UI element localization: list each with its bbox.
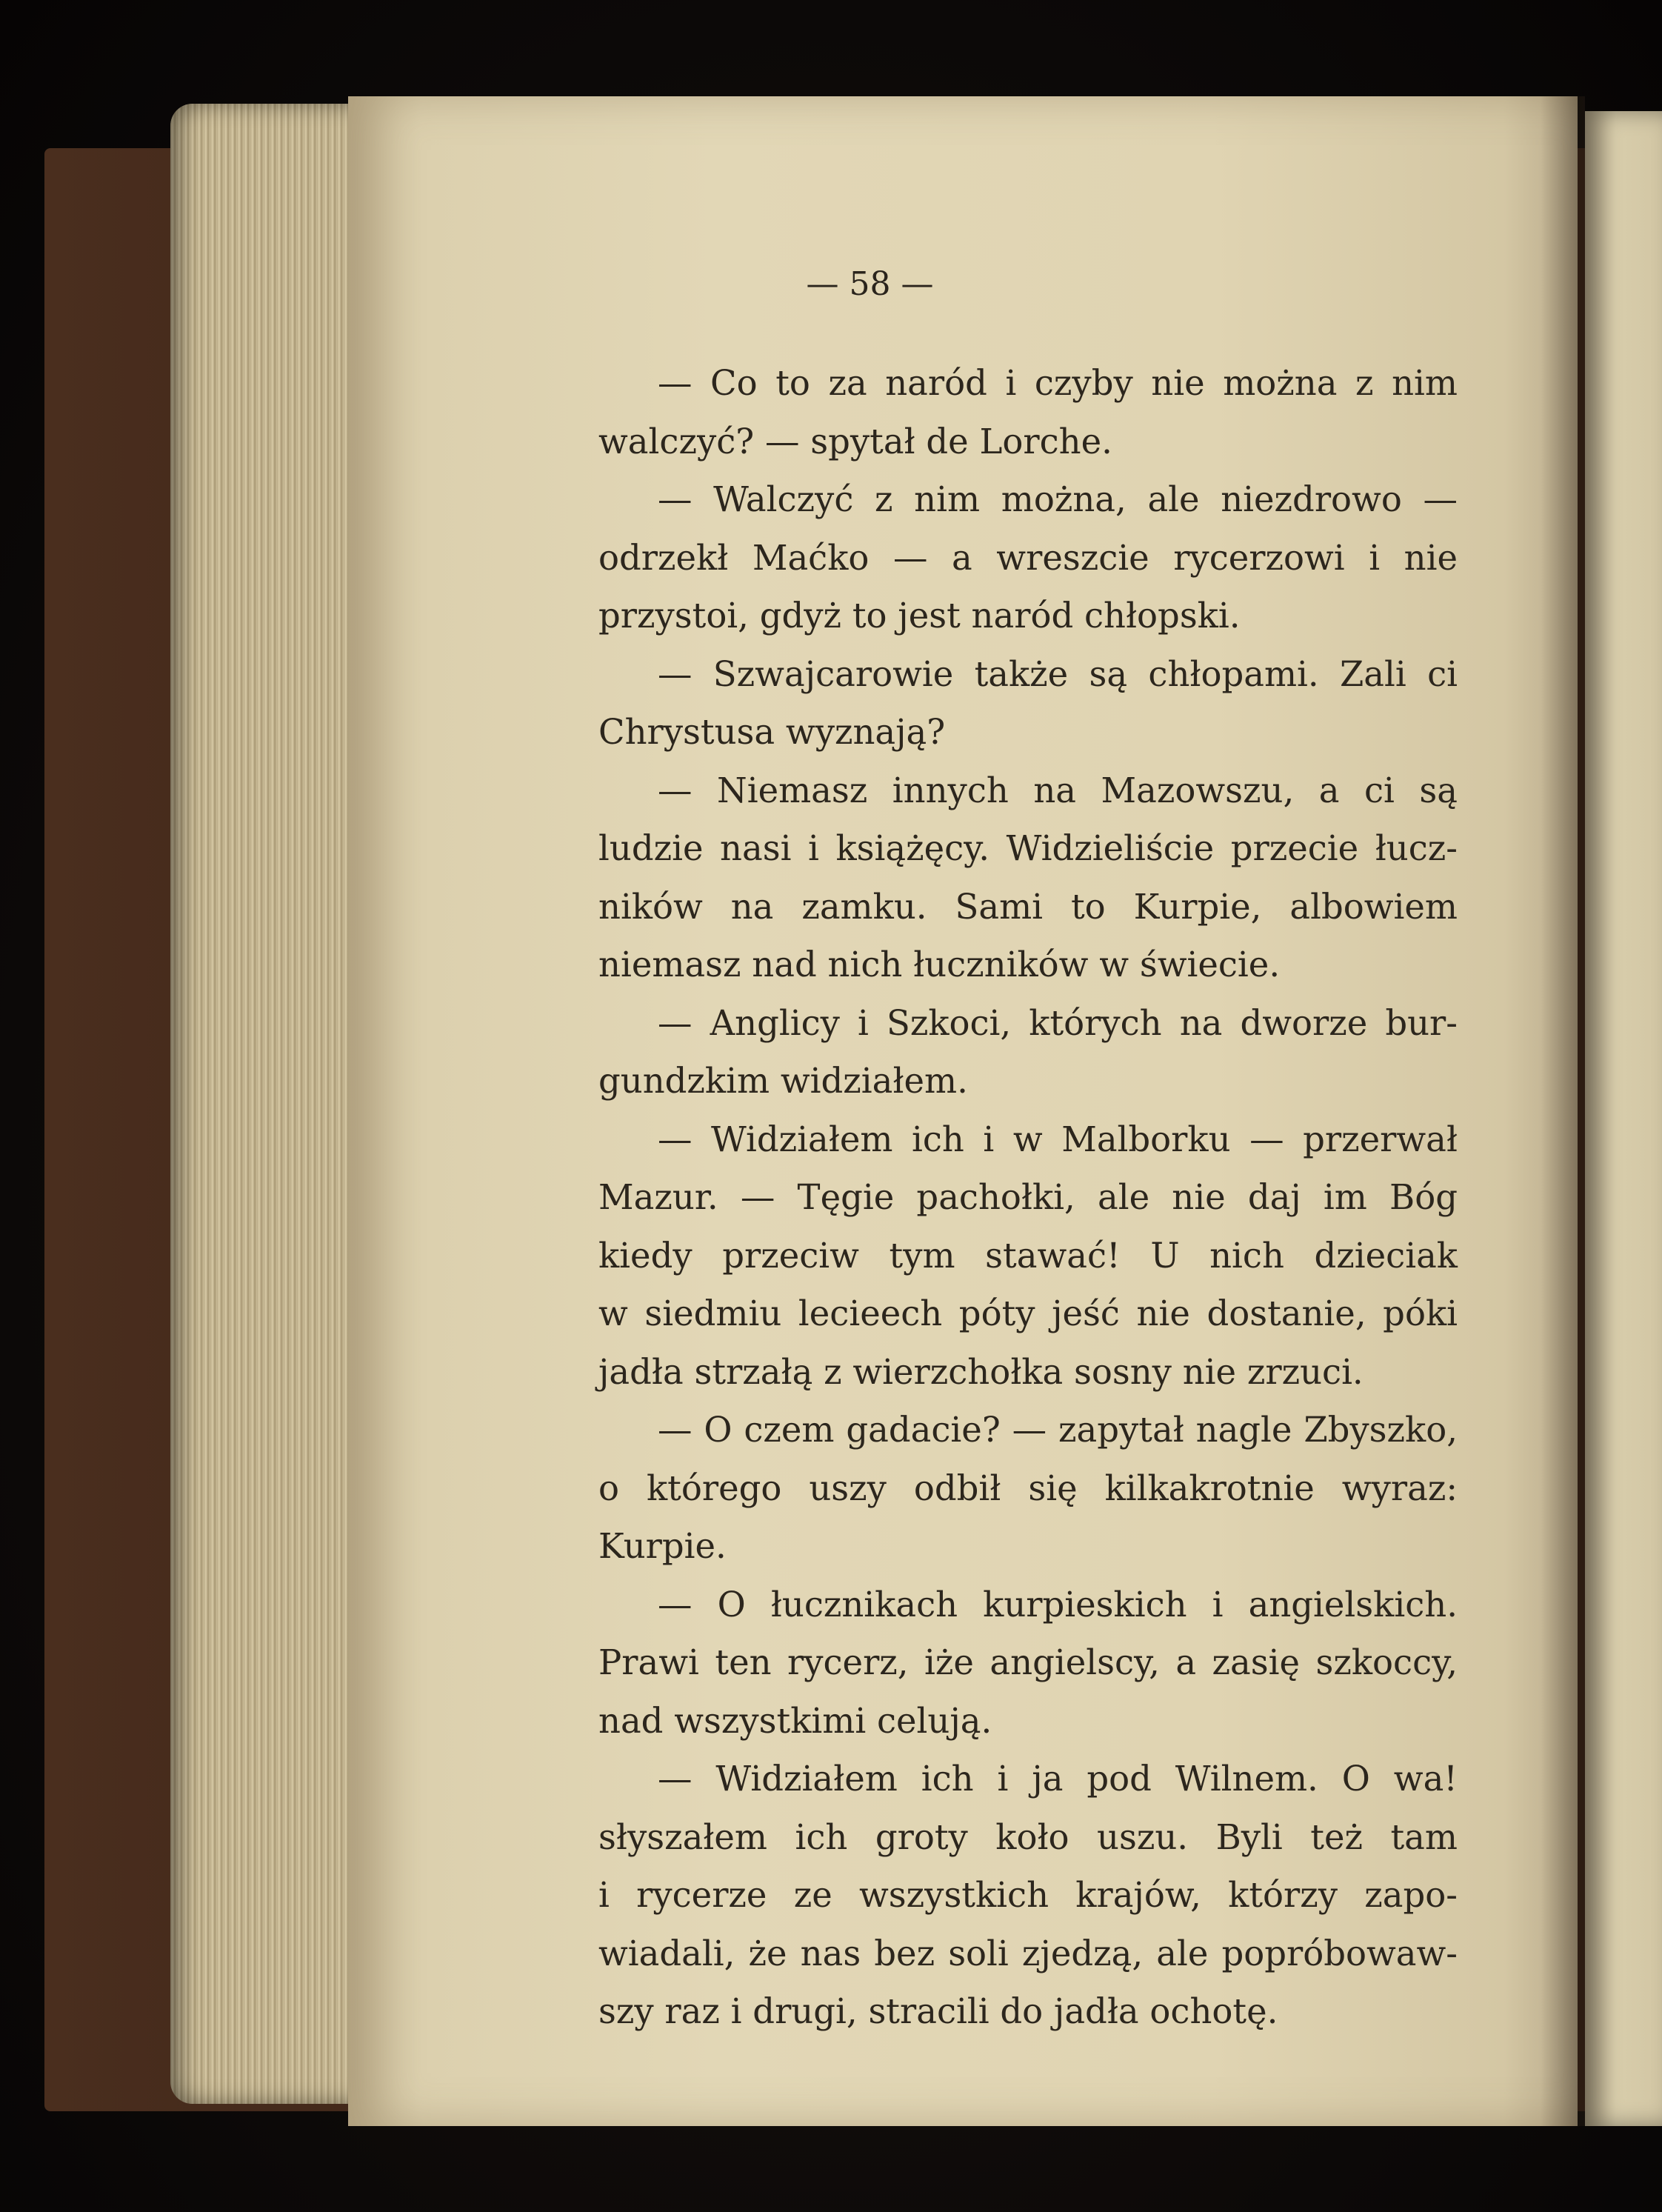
- text-line: — Anglicy i Szkoci, których na dworze bur-: [658, 1002, 1458, 1043]
- text-line: odrzekł Maćko — a wreszcie rycerzowi i nie: [598, 537, 1458, 578]
- facing-page: [1585, 111, 1662, 2126]
- text-line: ników na zamku. Sami to Kurpie, albowiem: [598, 886, 1458, 927]
- text-line: — Widziałem ich i w Malborku — przerwał: [658, 1119, 1458, 1159]
- text-line: w siedmiu lecieech póty jeść nie dostanie, póki: [598, 1293, 1458, 1333]
- text-line: — Niemasz innych na Mazowszu, a ci są: [658, 770, 1458, 810]
- text-line: niemasz nad nich łuczników w świecie.: [598, 945, 1281, 985]
- text-line: walczyć? — spytał de Lorche.: [598, 421, 1112, 462]
- text-line: nad wszystkimi celują.: [598, 1700, 992, 1741]
- page-number: — 58 —: [806, 265, 934, 303]
- text-line: przystoi, gdyż to jest naród chłopski.: [598, 596, 1241, 636]
- text-line: — O łucznikach kurpieskich i angielskich.: [658, 1584, 1458, 1625]
- text-line: — Walczyć z nim można, ale niezdrowo —: [658, 479, 1458, 519]
- text-line: szy raz i drugi, stracili do jadła ochotę.: [598, 1991, 1278, 2031]
- text-line: Prawi ten rycerz, iże angielscy, a zasię szkoccy,: [598, 1642, 1458, 1682]
- text-line: — Widziałem ich i ja pod Wilnem. O wa!: [658, 1759, 1458, 1799]
- text-line: słyszałem ich groty koło uszu. Byli też tam: [598, 1816, 1458, 1857]
- page-edges: [170, 104, 363, 2104]
- text-line: i rycerze ze wszystkich krajów, którzy zapo-: [598, 1875, 1458, 1915]
- text-line: Chrystusa wyznają?: [598, 712, 946, 752]
- body-text: [598, 354, 1458, 2041]
- text-line: Mazur. — Tęgie pachołki, ale nie daj im Bóg: [598, 1177, 1458, 1217]
- text-line: — O czem gadacie? — zapytał nagle Zbyszko,: [658, 1410, 1458, 1450]
- text-line: wiadali, że nas bez soli zjedzą, ale popróbowaw-: [598, 1933, 1458, 1973]
- text-line: o którego uszy odbił się kilkakrotnie wyraz:: [598, 1468, 1458, 1508]
- text-line: Kurpie.: [598, 1526, 727, 1566]
- text-line: kiedy przeciw tym stawać! U nich dzieciak: [598, 1235, 1458, 1276]
- text-line: gundzkim widziałem.: [598, 1061, 968, 1101]
- text-line: — Co to za naród i czyby nie można z nim: [658, 363, 1458, 403]
- text-line: jadła strzałą z wierzchołka sosny nie zrzuci.: [598, 1351, 1364, 1392]
- text-line: ludzie nasi i książęcy. Widzieliście przecie łucz-: [598, 828, 1458, 868]
- gutter-shadow: [1541, 96, 1585, 2126]
- text-line: — Szwajcarowie także są chłopami. Zali ci: [658, 653, 1458, 694]
